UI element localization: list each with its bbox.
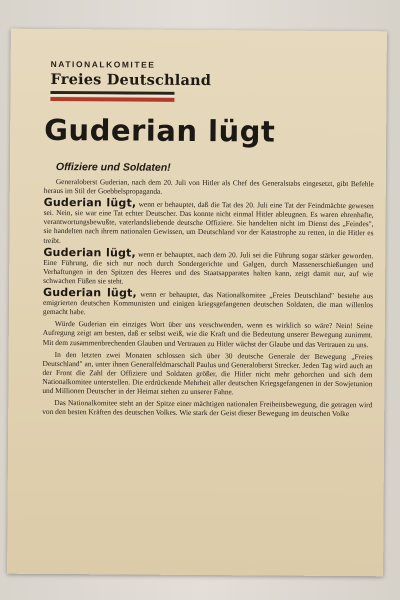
brand-logotype: Freies Deutschland: [50, 70, 212, 90]
keyword-guderian-luegt: Guderian lügt,: [43, 245, 136, 260]
paragraph-claim-1-text: wenn er behauptet, daß die Tat des 20. Juli eine Tat der Feindmächte gewesen sei. Nein, sie war eine Tat echter Deutscher. Das konnte nicht einmal Hitler ableugnen. Es waren ehrenhafte, verantwortungsbewußte, vaterlandsliebende deutsche Offiziere. Sie handelten nicht im Dienst des „Feindes", sie handelten nach ihrem nationalen Gewissen, um Deutschland vor der Katastrophe zu retten, in die Hitler es treibt.: [43, 199, 374, 245]
keyword-guderian-luegt: Guderian lügt,: [43, 196, 137, 210]
leaflet-sheet: [7, 29, 387, 577]
paragraph-claim-2-text: wenn er behauptet, nach dem 20. Juli sei die Führung sogar stärker geworden. Eine Führung, die sich nur noch durch Sondergerichte und Galgen, durch Massenerschießungen und Verhaftungen in den Spitzen des Heeres und des Staatsapparates halten kann, zeigt damit nur, auf wie schwachen Füßen sie steht.: [43, 249, 374, 286]
flag-stripe-red: [50, 97, 174, 102]
organization-name: NATIONALKOMITEE: [50, 58, 156, 70]
keyword-guderian-luegt: Guderian lügt,: [43, 285, 137, 300]
paragraph-movement: Das Nationalkomitee steht an der Spitze einer mächtigen nationalen Freiheitsbewegung, die getragen wird von den besten Kräften des deutschen Volkes. Wie stark der Geist dieser Bewegung im deutschen Volke: [42, 398, 373, 419]
paragraph-generals: In den letzten zwei Monaten schlossen sich über 30 deutsche Generale der Bewegung „Freies Deutschland" an, unter ihnen Generalfeldmarschall Paulus und Generaloberst Strecker. Jeden Tag wird auch an der Front die Zahl der Offiziere und Soldaten größer, die Hitler nicht mehr gehorchen und sich dem Nationalkomitee unterstellen. Die erdrückende Mehrheit aller deutschen Kriegsgefangenen in der Sowjetunion und Millionen Deutscher in der Heimat stehen zu unserer Fahne.: [42, 349, 373, 397]
paragraph-claim-3: [42, 285, 374, 319]
body-text: [42, 177, 374, 422]
paragraph-intro: Generaloberst Guderian, nach dem 20. Juli von Hitler als Chef des Generalstabs eingesetzt, gibt Befehle heraus im Stil der Goebbelspropaganda.: [43, 177, 374, 196]
subheading: Offiziere und Soldaten!: [55, 161, 171, 174]
paragraph-claim-2: [43, 245, 374, 288]
paragraph-claim-3-text: wenn er behauptet, das Nationalkomitee „Freies Deutschland" bestehe aus emigrierten deutschen Kommunisten und einigen kriegsgefangenen deutschen Soldaten, die man willenlos gemacht habe.: [42, 289, 374, 317]
paragraph-response: Würde Guderian ein einziges Wort über uns verschwenden, wenn es wirklich so wäre? Nein! Seine Aufregung zeigt am besten, daß er selbst weiß, wie die Kraft und die Bedeutung unserer Bewegung zunimmt. Mit dem zusammenbrechenden Glauben und Vertrauen zu Hitler wächst der Glaube und das Vertrauen zu uns.: [42, 319, 373, 349]
paragraph-claim-1: [43, 198, 373, 247]
headline: Guderian lügt: [44, 112, 276, 149]
